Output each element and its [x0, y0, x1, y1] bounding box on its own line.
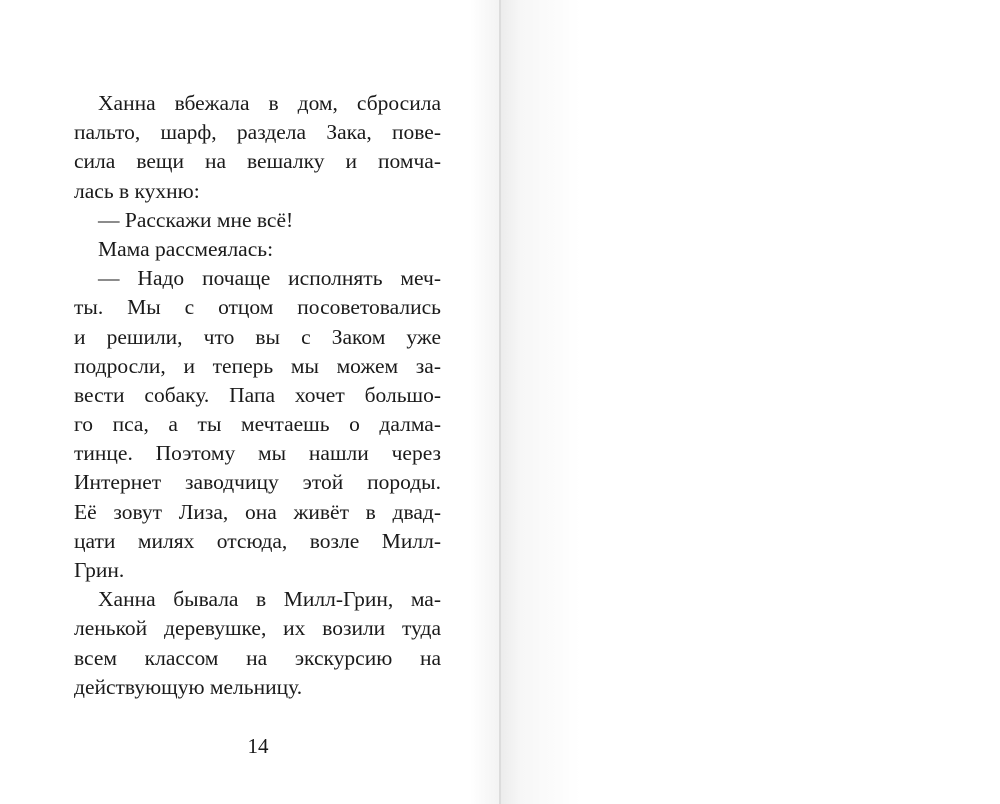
text-line: — Расскажи мне всё! — [98, 207, 294, 232]
body-text — [74, 89, 441, 702]
text-line: Её зовут Лиза, она живёт в двад- — [74, 499, 441, 524]
text-line: ленькой деревушке, их возили туда — [74, 616, 441, 641]
text-line: всем классом на экскурсию на — [74, 645, 441, 670]
text-line: Грин. — [74, 558, 125, 582]
text-line: тинце. Поэтому мы нашли через — [74, 441, 441, 466]
text-line: вести собаку. Папа хочет большо- — [74, 382, 441, 407]
text-line: сила вещи на вешалку и помча- — [74, 149, 441, 174]
text-line: Ханна вбежала в дом, сбросила — [98, 91, 441, 115]
text-line: лась в кухню: — [74, 178, 200, 203]
text-line: Ханна бывала в Милл-Грин, ма- — [98, 587, 441, 612]
text-line: — Надо почаще исполнять меч- — [98, 266, 441, 291]
text-line: и решили, что вы с Заком уже — [74, 324, 441, 349]
page-number: 14 — [247, 734, 269, 758]
text-line: Мама рассмеялась: — [98, 236, 274, 261]
text-line: пальто, шарф, раздела Зака, пове- — [74, 120, 441, 145]
text-line: подросли, и теперь мы можем за- — [74, 353, 441, 378]
right-page-blank — [501, 0, 1000, 804]
text-line: го пса, а ты мечтаешь о далма- — [74, 412, 441, 437]
text-line: ты. Мы с отцом посоветовались — [74, 295, 441, 320]
text-line: Интернет заводчицу этой породы. — [74, 470, 441, 495]
text-line: цати милях отсюда, возле Милл- — [74, 528, 441, 553]
text-line: действующую мельницу. — [74, 674, 303, 699]
